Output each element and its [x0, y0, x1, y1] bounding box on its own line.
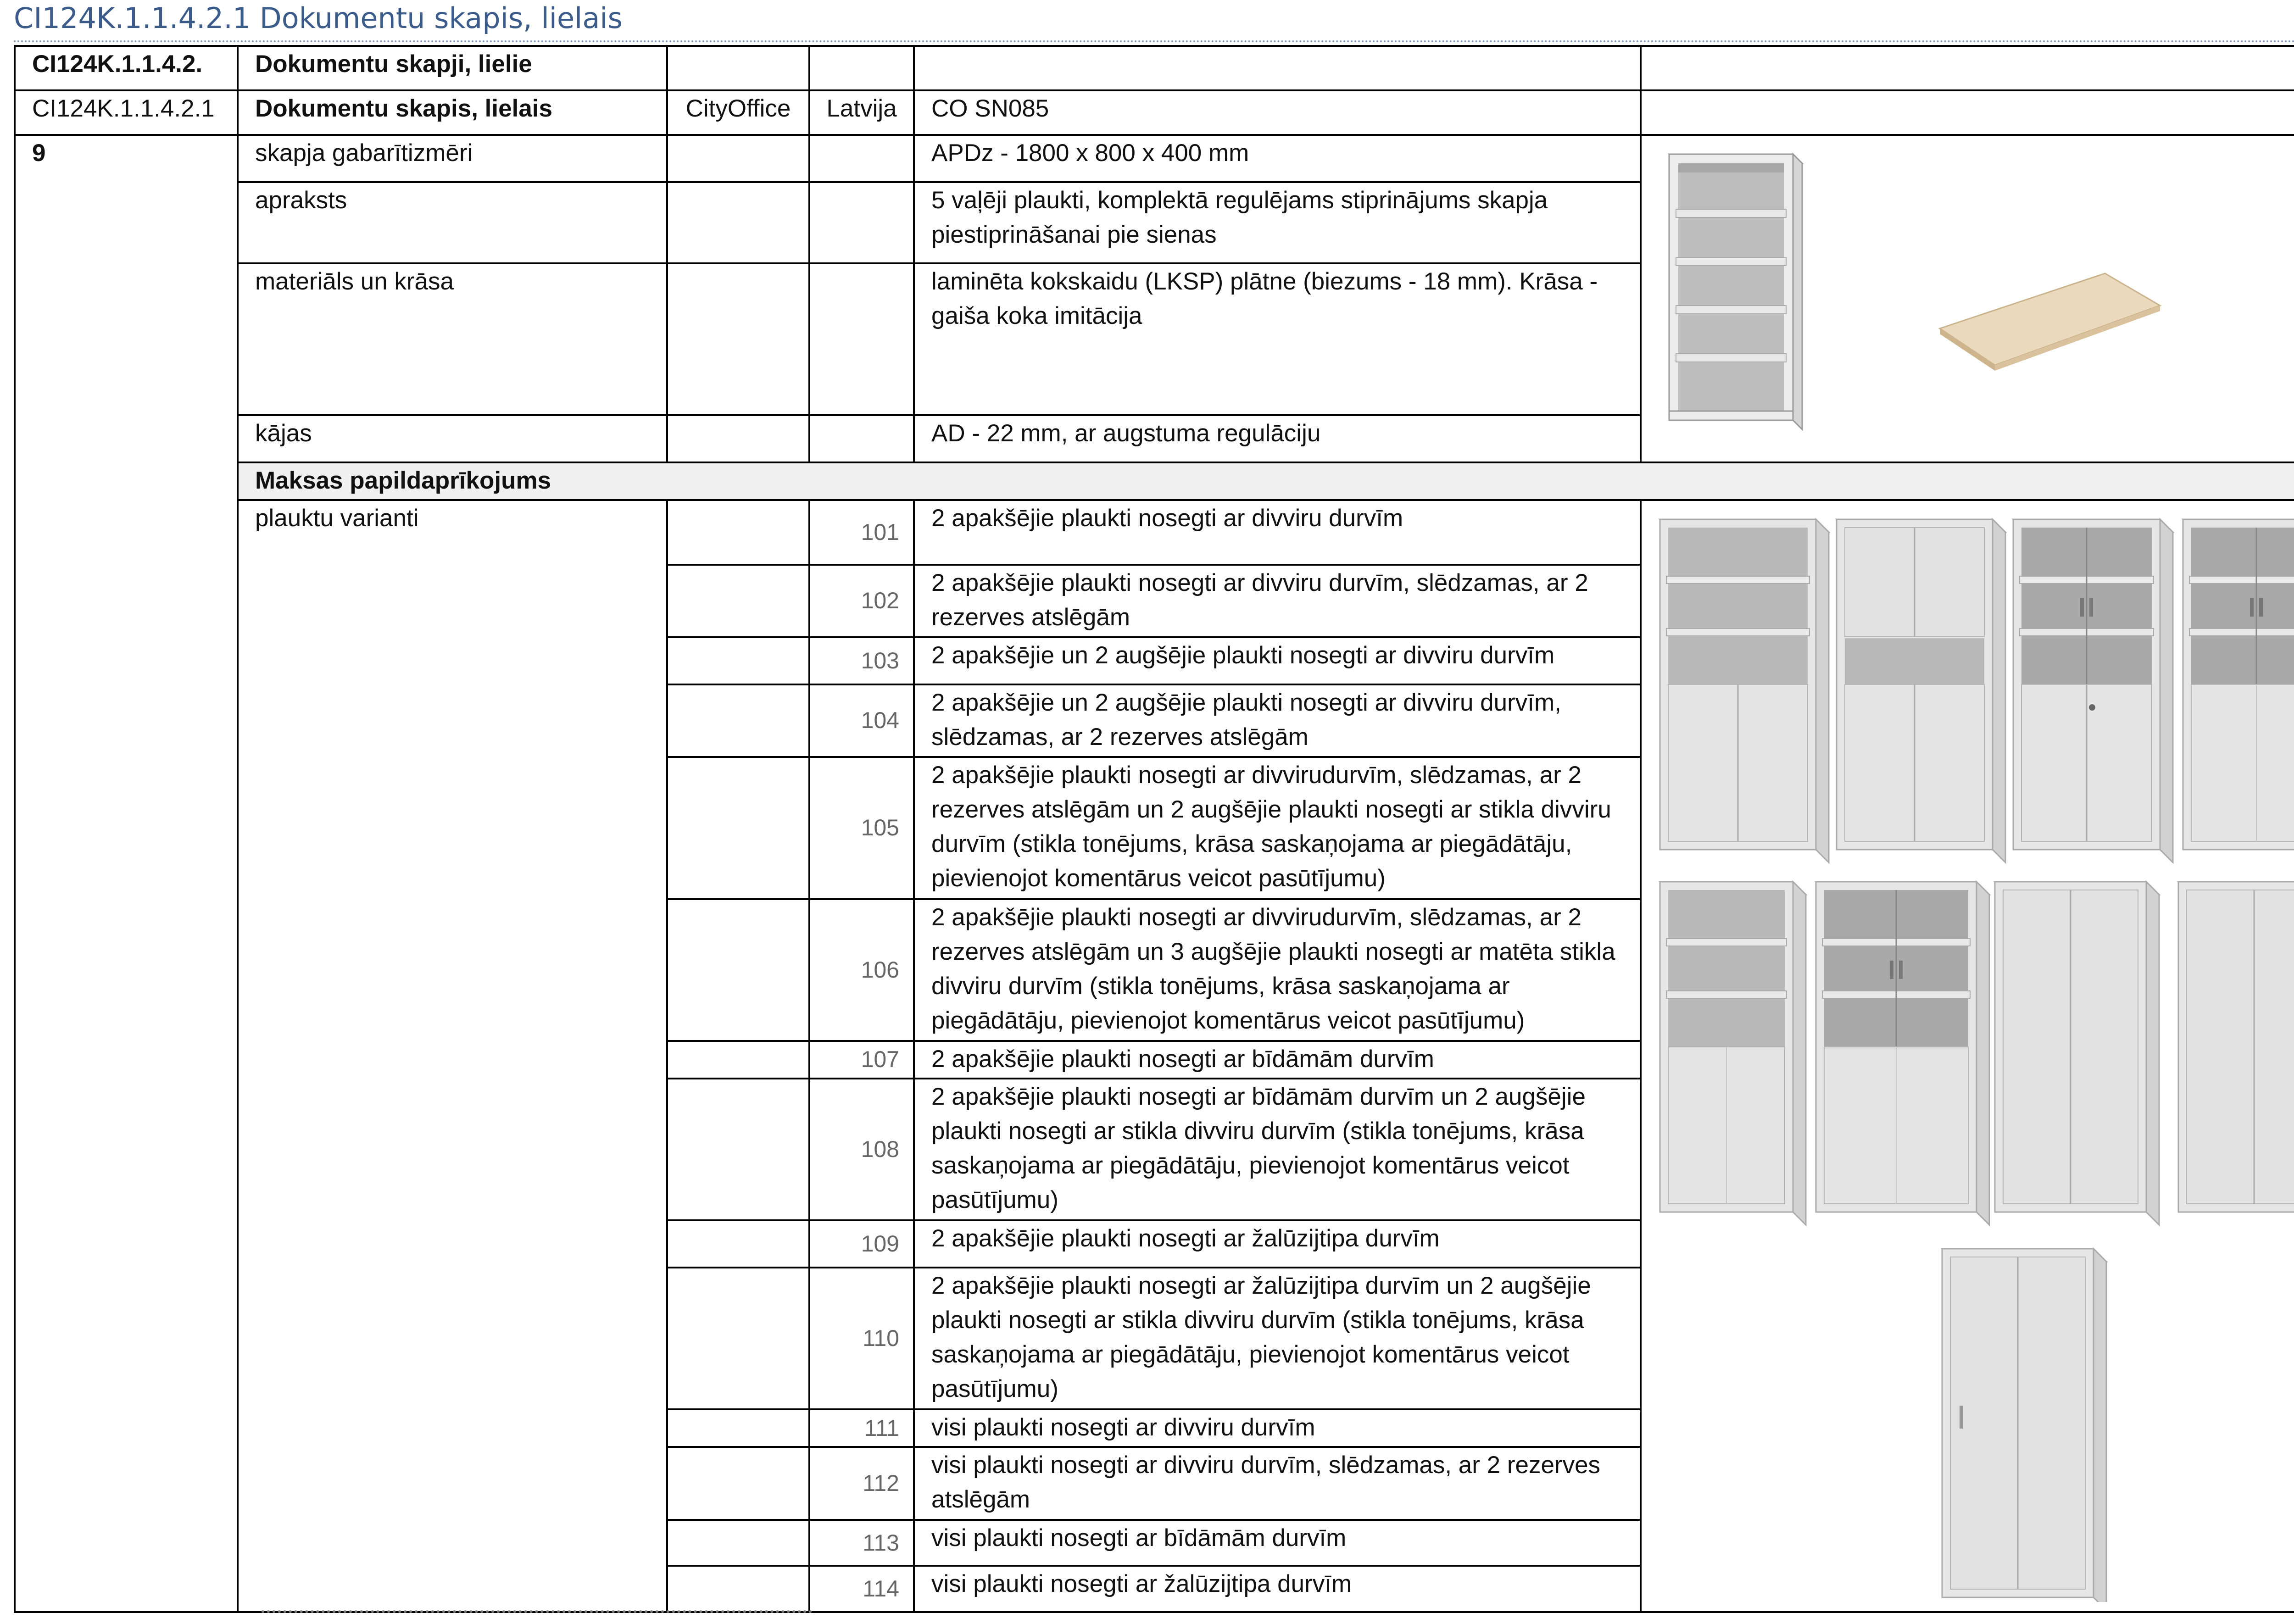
- empty-cell: [914, 46, 1641, 90]
- group-title: Dokumentu skapji, lielie: [238, 46, 667, 90]
- option-text: visi plaukti nosegti ar bīdāmām durvīm: [914, 1520, 1641, 1566]
- options-header: Maksas papildaprīkojums: [238, 462, 2294, 500]
- option-code: 105: [809, 757, 914, 899]
- option-row: [15, 500, 2294, 565]
- spec-label: materiāls un krāsa: [238, 263, 667, 415]
- empty-cell: [809, 46, 914, 90]
- item-title: Dokumentu skapis, lielais: [238, 90, 667, 135]
- item-row: [15, 90, 2294, 135]
- option-text: 2 apakšējie plaukti nosegti ar žalūzijtipa durvīm un 2 augšējie plaukti nosegti ar stikla divviru durvīm (stikla tonējums, krāsa saskaņojama ar piegādātāju, pievienojot komentārus veicot pasūtījumu): [914, 1268, 1641, 1409]
- option-code: 102: [809, 565, 914, 638]
- option-code: 113: [809, 1520, 914, 1566]
- empty-cell: [1641, 90, 2294, 135]
- cabinet-variant-icon: [1837, 519, 2005, 862]
- option-code: 104: [809, 684, 914, 757]
- cabinet-variant-icon: [1660, 882, 1806, 1225]
- cabinet-variant-icon: [1995, 882, 2159, 1225]
- cabinet-variants-illustration: [1642, 501, 2294, 1602]
- option-text: 2 apakšējie un 2 augšējie plaukti nosegti ar divviru durvīm, slēdzamas, ar 2 rezerves atslēgām: [914, 684, 1641, 757]
- open-bookcase-icon: [1669, 154, 1802, 429]
- cabinet-variant-icon: [2013, 519, 2173, 862]
- spec-table: [14, 45, 2294, 1613]
- option-text: visi plaukti nosegti ar žalūzijtipa durvīm: [914, 1566, 1641, 1612]
- option-text: 2 apakšējie plaukti nosegti ar divviru durvīm: [914, 500, 1641, 565]
- option-text: 2 apakšējie plaukti nosegti ar žalūzijtipa durvīm: [914, 1220, 1641, 1267]
- group-code: CI124K.1.1.4.2.: [15, 46, 238, 90]
- option-text: visi plaukti nosegti ar divviru durvīm, slēdzamas, ar 2 rezerves atslēgām: [914, 1447, 1641, 1520]
- cabinet-variant-icon: [1942, 1249, 2106, 1602]
- spec-label: skapja gabarītizmēri: [238, 135, 667, 182]
- option-text: 2 apakšējie plaukti nosegti ar bīdāmām durvīm: [914, 1041, 1641, 1079]
- option-text: visi plaukti nosegti ar divviru durvīm: [914, 1409, 1641, 1447]
- item-country: Latvija: [809, 90, 914, 135]
- quantity: 9: [15, 135, 238, 182]
- option-code: 103: [809, 637, 914, 684]
- footer-fragment: [14, 1610, 2294, 1624]
- spec-label: apraksts: [238, 182, 667, 263]
- spec-value: AD - 22 mm, ar augstuma regulāciju: [914, 415, 1641, 462]
- option-code: 106: [809, 899, 914, 1041]
- cabinet-variant-icon: [2178, 882, 2294, 1225]
- option-text: 2 apakšējie plaukti nosegti ar divvirudurvīm, slēdzamas, ar 2 rezerves atslēgām un 3 augšējie plaukti nosegti ar matēta stikla divviru durvīm (stikla tonējums, krāsa saskaņojama ar piegādātāju, pievienojot komentārus veicot pasūtījumu): [914, 899, 1641, 1041]
- option-text: 2 apakšējie plaukti nosegti ar bīdāmām durvīm un 2 augšējie plaukti nosegti ar stikla divviru durvīm (stikla tonējums, krāsa saskaņojama ar piegādātāju, pievienojot komentārus veicot pasūtījumu): [914, 1079, 1641, 1220]
- options-list: [15, 500, 2294, 1612]
- option-code: 101: [809, 500, 914, 565]
- item-code: CI124K.1.1.4.2.1: [15, 90, 238, 135]
- option-code: 112: [809, 1447, 914, 1520]
- cabinet-variant-icon: [1816, 882, 1989, 1225]
- variants-image-cell: [1641, 500, 2294, 1612]
- product-illustration: [1642, 136, 2294, 452]
- option-code: 109: [809, 1220, 914, 1267]
- options-label: plauktu varianti: [238, 500, 667, 1612]
- option-text: 2 apakšējie plaukti nosegti ar divviru durvīm, slēdzamas, ar 2 rezerves atslēgām: [914, 565, 1641, 638]
- group-row: [15, 46, 2294, 90]
- option-code: 110: [809, 1268, 914, 1409]
- option-code: 107: [809, 1041, 914, 1079]
- spec-value: APDz - 1800 x 800 x 400 mm: [914, 135, 1641, 182]
- spec-label: kājas: [238, 415, 667, 462]
- option-code: 108: [809, 1079, 914, 1220]
- spec-row: [15, 135, 2294, 182]
- empty-cell: [667, 46, 809, 90]
- option-code: 111: [809, 1409, 914, 1447]
- cabinet-variant-icon: [1660, 519, 1829, 862]
- item-brand: CityOffice: [667, 90, 809, 135]
- option-code: 114: [809, 1566, 914, 1612]
- spec-value: 5 vaļēji plaukti, komplektā regulējams stiprinājums skapja piestiprināšanai pie sienas: [914, 182, 1641, 263]
- cabinet-variant-icon: [2183, 519, 2294, 862]
- options-header-row: [15, 462, 2294, 500]
- material-swatch-icon: [1940, 273, 2160, 371]
- empty-cell: [1641, 46, 2294, 90]
- item-model: CO SN085: [914, 90, 1641, 135]
- option-text: 2 apakšējie plaukti nosegti ar divvirudurvīm, slēdzamas, ar 2 rezerves atslēgām un 2 augšējie plaukti nosegti ar stikla divviru durvīm (stikla tonējums, krāsa saskaņojama ar piegādātāju, pievienojot komentārus veicot pasūtījumu): [914, 757, 1641, 899]
- section-heading: CI124K.1.1.4.2.1 Dokumentu skapis, lielais: [14, 0, 2294, 42]
- spec-value: laminēta kokskaidu (LKSP) plātne (biezums - 18 mm). Krāsa - gaiša koka imitācija: [914, 263, 1641, 415]
- option-text: 2 apakšējie un 2 augšējie plaukti nosegti ar divviru durvīm: [914, 637, 1641, 684]
- product-image-cell: [1641, 135, 2294, 462]
